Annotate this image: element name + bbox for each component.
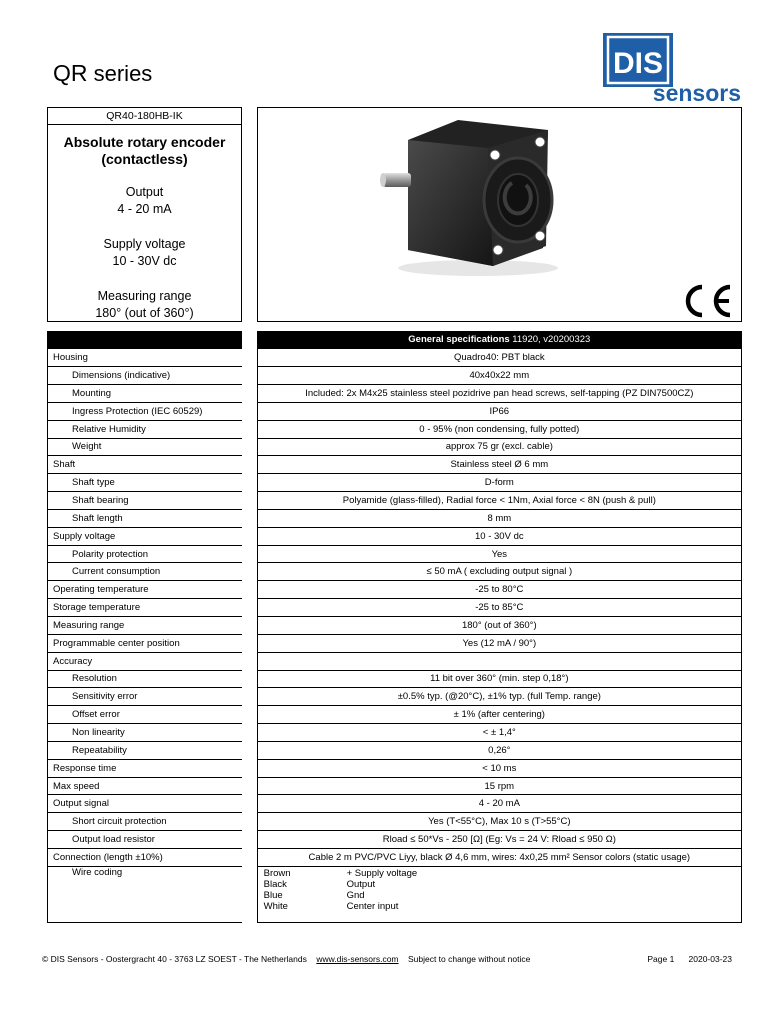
spec-label: Current consumption: [48, 563, 243, 581]
spec-row: [48, 777, 742, 795]
spec-value: Stainless steel Ø 6 mm: [257, 456, 741, 474]
footer-address: © DIS Sensors - Oostergracht 40 - 3763 LZ SOEST - The Netherlands: [42, 954, 307, 964]
spec-label: Connection (length ±10%): [48, 848, 243, 866]
product-image-box: [257, 107, 742, 322]
spec-label: Housing: [48, 349, 243, 367]
footer-notice: Subject to change without notice: [407, 954, 531, 964]
spec-value: approx 75 gr (excl. cable): [257, 438, 741, 456]
spec-row: [48, 634, 742, 652]
spec-value: 15 rpm: [257, 777, 741, 795]
spec-value: [257, 652, 741, 670]
spec-label: Accuracy: [48, 652, 243, 670]
spec-row: [48, 563, 742, 581]
spec-value: D-form: [257, 474, 741, 492]
spec-label: Programmable center position: [48, 634, 243, 652]
product-summary-box: [47, 107, 242, 322]
encoder-photo: [378, 108, 568, 283]
spec-value: ± 1% (after centering): [257, 706, 741, 724]
spec-value: 8 mm: [257, 509, 741, 527]
spec-value: < ± 1,4°: [257, 724, 741, 742]
spec-label: Shaft: [48, 456, 243, 474]
spec-row: [48, 509, 742, 527]
spec-row: [48, 724, 742, 742]
logo-bottom-text: sensors: [652, 80, 741, 105]
wire-color: Blue: [263, 889, 283, 901]
spec-label: Resolution: [48, 670, 243, 688]
specs-header-version: 11920, v20200323: [509, 334, 591, 346]
spec-label: Supply voltage: [48, 527, 243, 545]
product-name-line1: Absolute rotary encoder: [63, 134, 226, 150]
spec-value: 0,26°: [257, 741, 741, 759]
spec-label: Dimensions (indicative): [48, 367, 243, 385]
supply-label: Supply voltage: [103, 237, 186, 251]
spec-row: [48, 474, 742, 492]
spec-label: Polarity protection: [48, 545, 243, 563]
wire-coding-row: [48, 866, 742, 922]
spec-row: [48, 545, 742, 563]
spec-value: 11 bit over 360° (min. step 0,18°): [257, 670, 741, 688]
spec-label: Ingress Protection (IEC 60529): [48, 402, 243, 420]
spec-value: Yes (12 mA / 90°): [257, 634, 741, 652]
spec-value: ±0.5% typ. (@20°C), ±1% typ. (full Temp. range): [257, 688, 741, 706]
ce-mark-icon: [680, 283, 735, 319]
website-link[interactable]: www.dis-sensors.com: [316, 954, 399, 964]
supply-value: 10 - 30V dc: [112, 254, 177, 268]
spec-value: 180° (out of 360°): [257, 617, 741, 635]
spec-value: Polyamide (glass-filled), Radial force < 1Nm, Axial force < 8N (push & pull): [257, 492, 741, 510]
wire-color: Black: [263, 878, 287, 890]
spec-value: -25 to 80°C: [257, 581, 741, 599]
spec-label: Weight: [48, 438, 243, 456]
spec-row: [48, 652, 742, 670]
spec-label: Shaft length: [48, 509, 243, 527]
spec-row: [48, 456, 742, 474]
spec-value: Quadro40: PBT black: [257, 349, 741, 367]
wire-function: Gnd: [346, 889, 365, 901]
wire-color: White: [263, 900, 288, 912]
spec-value: 40x40x22 mm: [257, 367, 741, 385]
general-specifications-table: [47, 331, 742, 923]
wire-function: + Supply voltage: [346, 867, 418, 879]
spec-label: Response time: [48, 759, 243, 777]
specs-header-row: [48, 331, 742, 349]
output-value: 4 - 20 mA: [117, 202, 172, 216]
wire-coding-list: [264, 867, 736, 912]
wire-function: Center input: [346, 900, 399, 912]
spec-value: 4 - 20 mA: [257, 795, 741, 813]
range-label: Measuring range: [97, 289, 192, 303]
specs-header: [257, 331, 741, 349]
spec-value: Yes (T<55°C), Max 10 s (T>55°C): [257, 813, 741, 831]
specs-header-title: General specifications: [408, 334, 510, 346]
spec-value: 0 - 95% (non condensing, fully potted): [257, 420, 741, 438]
wire-function: Output: [346, 878, 376, 890]
series-word: series: [93, 61, 153, 86]
spec-label: Output load resistor: [48, 831, 243, 849]
spec-row: [48, 813, 742, 831]
spec-label: Measuring range: [48, 617, 243, 635]
spec-label: Shaft bearing: [48, 492, 243, 510]
spec-value: ≤ 50 mA ( excluding output signal ): [257, 563, 741, 581]
spec-row: [48, 527, 742, 545]
output-label: Output: [125, 185, 164, 199]
spec-label: Repeatability: [48, 741, 243, 759]
spec-value: < 10 ms: [257, 759, 741, 777]
spec-row: [48, 670, 742, 688]
spec-row: [48, 617, 742, 635]
spec-value: Rload ≤ 50*Vs - 250 [Ω] (Eg: Vs = 24 V: Rload ≤ 950 Ω): [257, 831, 741, 849]
spec-row: [48, 759, 742, 777]
spec-label: Sensitivity error: [48, 688, 243, 706]
spec-value: IP66: [257, 402, 741, 420]
spec-label: Non linearity: [48, 724, 243, 742]
spec-label: Mounting: [48, 385, 243, 403]
model-code: QR40-180HB-IK: [48, 108, 241, 125]
spec-row: [48, 831, 742, 849]
spec-row: [48, 706, 742, 724]
spec-label: Offset error: [48, 706, 243, 724]
spec-row: [48, 367, 742, 385]
range-value: 180° (out of 360°): [95, 306, 194, 320]
dis-sensors-logo: [603, 33, 743, 105]
spec-value: 10 - 30V dc: [257, 527, 741, 545]
spec-label: Operating temperature: [48, 581, 243, 599]
spec-value: -25 to 85°C: [257, 599, 741, 617]
spec-value: Included: 2x M4x25 stainless steel pozidrive pan head screws, self-tapping (PZ DIN7500CZ): [257, 385, 741, 403]
wire-color: Brown: [263, 867, 291, 879]
spec-label: Output signal: [48, 795, 243, 813]
series-title: [53, 60, 152, 87]
wire-coding-label: Wire coding: [48, 866, 243, 922]
spec-row: [48, 795, 742, 813]
spec-label: Short circuit protection: [48, 813, 243, 831]
spec-value: Yes: [257, 545, 741, 563]
spec-value: Cable 2 m PVC/PVC Liyy, black Ø 4,6 mm, wires: 4x0,25 mm² Sensor colors (static usage): [257, 848, 741, 866]
spec-row: [48, 581, 742, 599]
spec-label: Storage temperature: [48, 599, 243, 617]
spec-label: Shaft type: [48, 474, 243, 492]
spec-row: [48, 349, 742, 367]
spec-row: [48, 492, 742, 510]
footer-date: 2020-03-23: [688, 954, 732, 964]
spec-row: [48, 438, 742, 456]
spec-label: Relative Humidity: [48, 420, 243, 438]
spec-row: [48, 741, 742, 759]
spec-row: [48, 848, 742, 866]
spec-row: [48, 420, 742, 438]
spec-row: [48, 688, 742, 706]
spec-row: [48, 599, 742, 617]
spec-label: Max speed: [48, 777, 243, 795]
logo-top-text: DIS: [612, 47, 664, 80]
product-name-line2: (contactless): [101, 151, 188, 167]
spec-row: [48, 402, 742, 420]
page-number: Page 1: [647, 954, 675, 964]
spec-row: [48, 385, 742, 403]
series-prefix: QR: [53, 60, 88, 86]
